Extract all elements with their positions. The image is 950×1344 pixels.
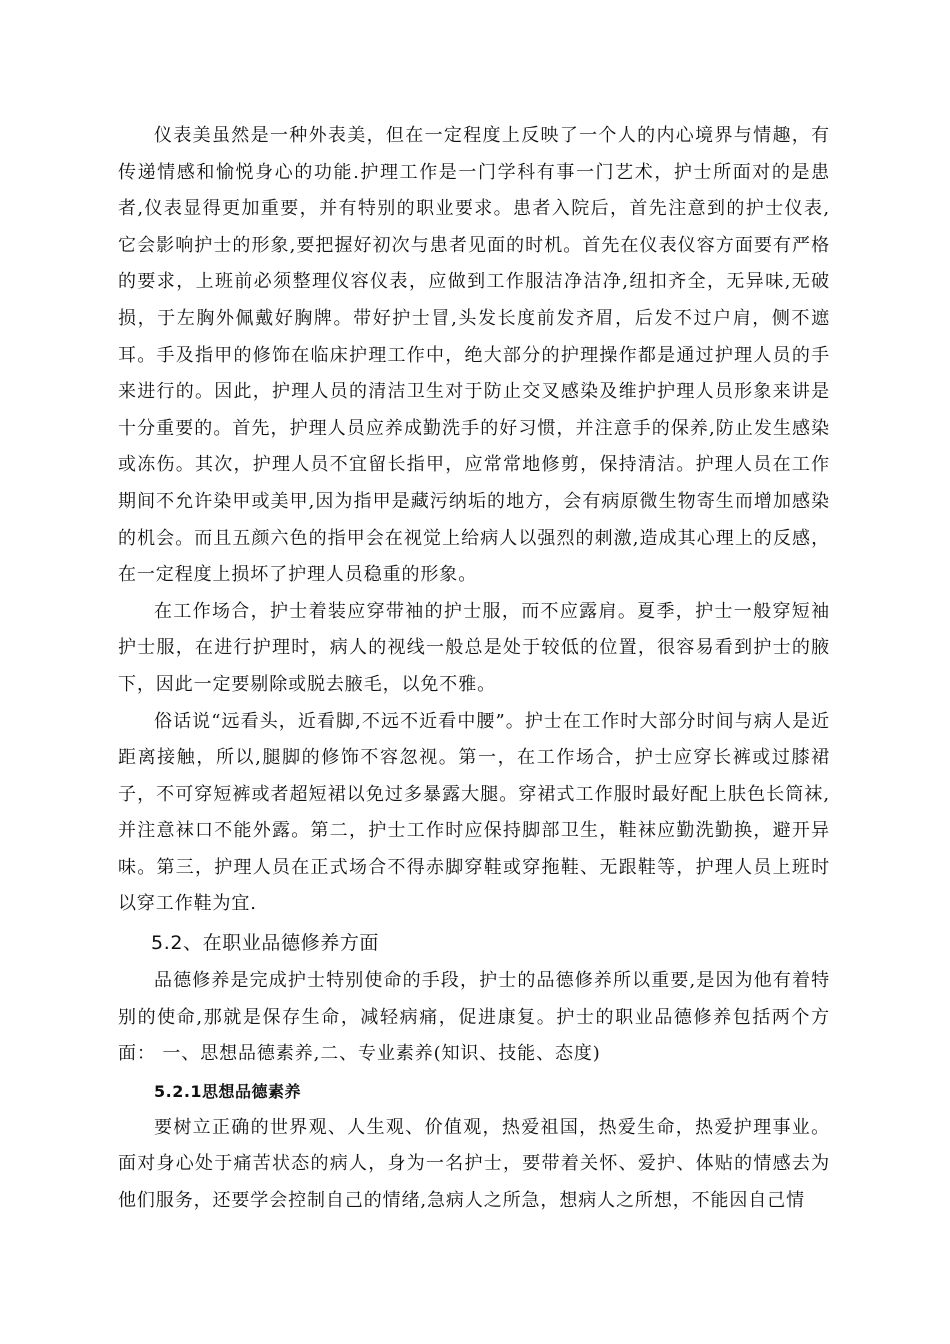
paragraph-appearance: 仪表美虽然是一种外表美，但在一定程度上反映了一个人的内心境界与情趣，有传递情感和愉悦身心的功能.护理工作是一门学科有事一门艺术，护士所面对的是患者,仪表显得更加重要，并有特别的职业要求。患者入院后，首先注意到的护士仪表,它会影响护士的形象,要把握好初次与患者见面的时机。首先在仪表仪容方面要有严格的要求，上班前必须整理仪容仪表，应做到工作服洁净洁净,纽扣齐全，无异味,无破损，于左胸外佩戴好胸牌。带好护士冒,头发长度前发齐眉，后发不过户肩，侧不遮耳。手及指甲的修饰在临床护理工作中，绝大部分的护理操作都是通过护理人员的手来进行的。因此，护理人员的清洁卫生对于防止交叉感染及维护护理人员形象来讲是十分重要的。首先，护理人员应养成勤洗手的好习惯，并注意手的保养,防止发生感染或冻伤。其次，护理人员不宜留长指甲，应常常地修剪，保持清洁。护理人员在工作期间不允许染甲或美甲,因为指甲是藏污纳垢的地方，会有病原微生物寄生而增加感染的机会。而且五颜六色的指甲会在视觉上给病人以强烈的刺激,造成其心理上的反感，在一定程度上损坏了护理人员稳重的形象。 [118,125,830,586]
document-page [118,118,830,1220]
paragraph-legs-feet: 俗话说“远看头，近看脚,不远不近看中腰”。护士在工作时大部分时间与病人是近距离接触，所以,腿脚的修饰不容忽视。第一，在工作场合，护士应穿长裤或过膝裙子，不可穿短裤或者超短裙以免过多暴露大腿。穿裙式工作服时最好配上肤色长筒袜,并注意袜口不能外露。第二，护士工作时应保持脚部卫生，鞋袜应勤洗勤换，避开异味。第三，护理人员在正式场合不得赤脚穿鞋或穿拖鞋、无跟鞋等，护理人员上班时以穿工作鞋为宜. [118,710,830,915]
paragraph-ideology: 要树立正确的世界观、人生观、价值观，热爱祖国，热爱生命，热爱护理事业。面对身心处于痛苦状态的病人，身为一名护士，要带着关怀、爱护、体贴的情感去为他们服务，还要学会控制自己的情绪,急病人之所急，想病人之所想，不能因自己情 [118,1116,830,1212]
paragraph-moral-cultivation: 品德修养是完成护士特别使命的手段，护士的品德修养所以重要,是因为他有着特别的使命,那就是保存生命，减轻病痛，促进康复。护士的职业品德修养包括两个方面： 一、思想品德素养,二、专业素养(知识、技能、态度) [118,970,830,1065]
paragraph-uniform: 在工作场合，护士着装应穿带袖的护士服，而不应露肩。夏季，护士一般穿短袖护士服，在进行护理时，病人的视线一般总是处于较低的位置，很容易看到护士的腋下，因此一定要剔除或脱去腋毛，以免不雅。 [118,600,830,695]
section-heading: 5.2、在职业品德修养方面 [151,932,380,955]
subsection-heading: 5.2.1思想品德素养 [154,1081,302,1101]
